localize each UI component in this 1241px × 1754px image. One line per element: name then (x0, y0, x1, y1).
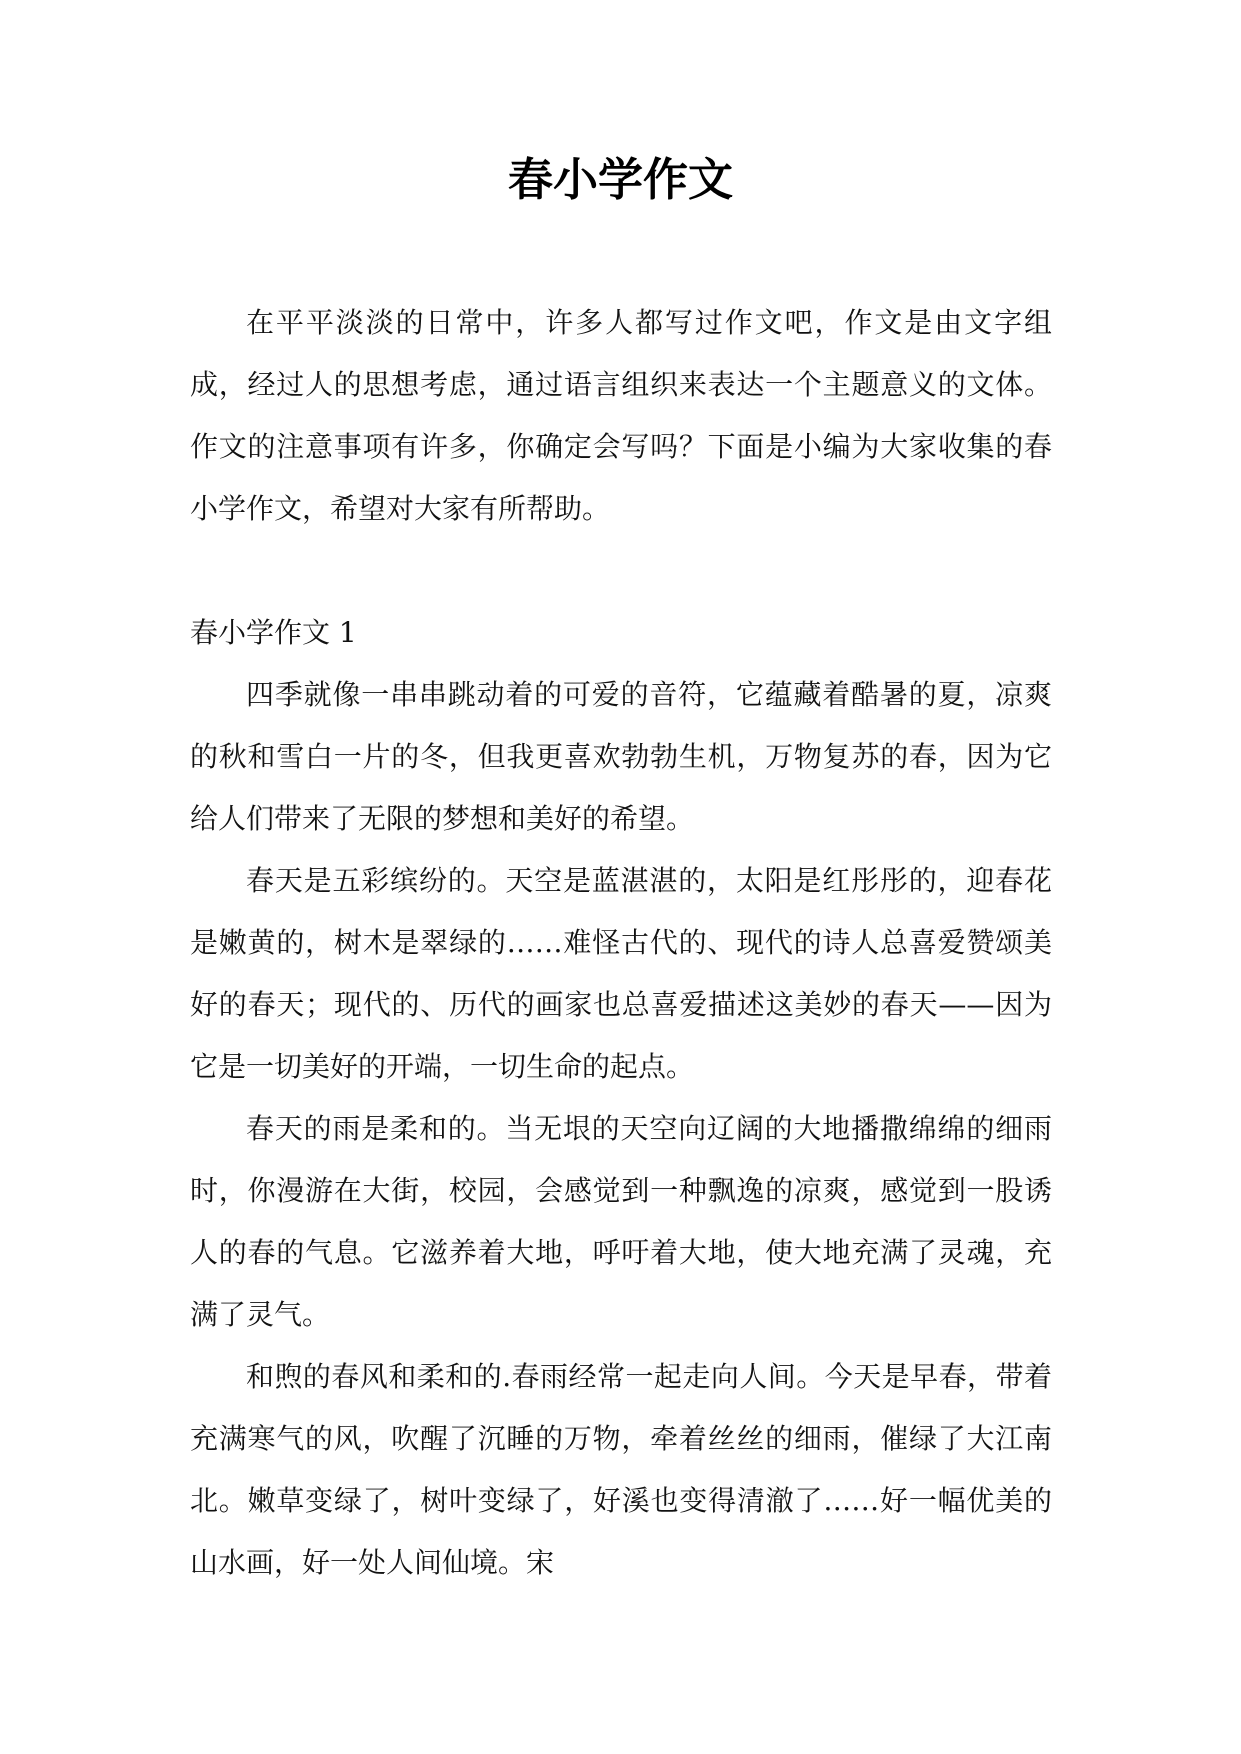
document-title: 春小学作文 (507, 153, 733, 206)
document-body (190, 292, 1052, 1594)
body-paragraph: 春天的雨是柔和的。当无垠的天空向辽阔的大地播撒绵绵的细雨时，你漫游在大街，校园，会感觉到一种飘逸的凉爽，感觉到一股诱人的春的气息。它滋养着大地，呼吁着大地，使大地充满了灵魂，充满了灵气。 (190, 1112, 1052, 1331)
body-paragraph: 春天是五彩缤纷的。天空是蓝湛湛的，太阳是红彤彤的，迎春花是嫩黄的，树木是翠绿的……难怪古代的、现代的诗人总喜爱赞颂美好的春天；现代的、历代的画家也总喜爱描述这美妙的春天——因为它是一切美好的开端，一切生命的起点。 (190, 864, 1052, 1083)
section-heading: 春小学作文 1 (190, 616, 357, 649)
body-paragraph: 和煦的春风和柔和的.春雨经常一起走向人间。今天是早春，带着充满寒气的风，吹醒了沉睡的万物，牵着丝丝的细雨，催绿了大江南北。嫩草变绿了，树叶变绿了，好溪也变得清澈了……好一幅优美的山水画，好一处人间仙境。宋 (190, 1360, 1052, 1579)
intro-paragraph: 在平平淡淡的日常中，许多人都写过作文吧，作文是由文字组成，经过人的思想考虑，通过语言组织来表达一个主题意义的文体。作文的注意事项有许多，你确定会写吗？下面是小编为大家收集的春小学作文，希望对大家有所帮助。 (190, 306, 1052, 525)
body-paragraph: 四季就像一串串跳动着的可爱的音符，它蕴藏着酷暑的夏，凉爽的秋和雪白一片的冬，但我更喜欢勃勃生机，万物复苏的春，因为它给人们带来了无限的梦想和美好的希望。 (190, 678, 1052, 835)
